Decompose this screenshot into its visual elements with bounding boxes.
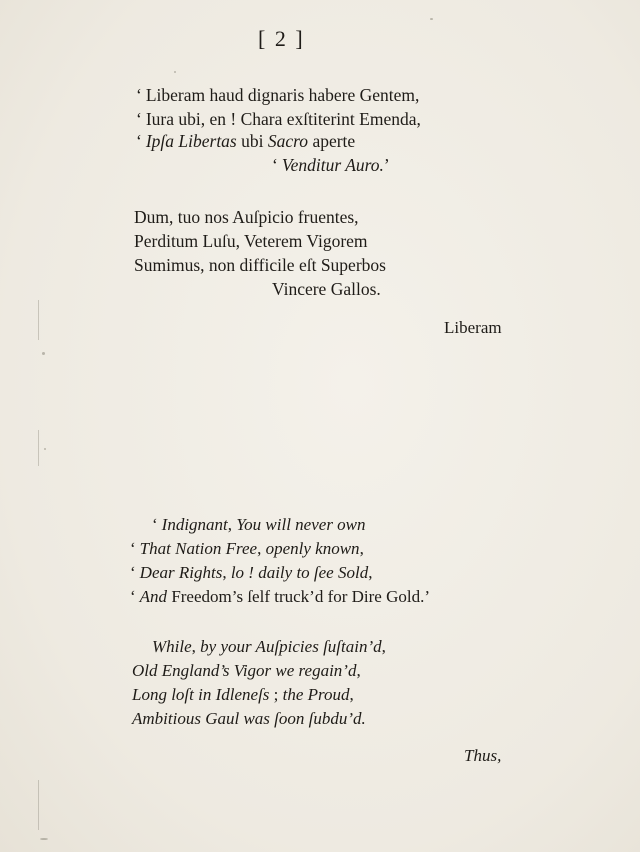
verse-segment: , [356,661,361,680]
verse-line [132,684,354,706]
verse-segment: Ipſa Libertas [145,131,237,151]
verse-segment: openly known [265,539,360,558]
verse-segment: , [191,637,201,656]
verse-segment: , [227,515,237,534]
verse-line [136,130,355,152]
verse-segment: Liberam haud dignaris habere Gentem, [145,85,420,105]
verse-segment: Ambitious Gaul was ſoon ſubdu’d. [132,709,366,728]
verse-segment: And [139,587,168,606]
verse-line [132,708,366,730]
verse-line: Vincere Gallos. [272,279,381,299]
verse-segment: , [349,685,354,704]
paper-speck [430,18,433,20]
verse-line [152,514,366,536]
quote-mark: ‘ [136,109,142,129]
verse-segment: the Proud [282,685,350,704]
verse-line [136,108,421,130]
margin-mark [38,430,39,466]
verse-line: Sumimus, non difficile eſt Superbos [134,255,386,275]
page-number: [ 2 ] [258,26,305,51]
margin-mark [38,300,39,340]
verse-line [130,562,372,584]
verse-segment: , [222,563,231,582]
paper-speck [44,448,46,450]
verse-segment: Indignant [161,515,228,534]
quote-mark: ‘ [272,155,278,175]
quote-mark: ‘ [136,85,142,105]
verse-segment: Dear Rights [139,563,223,582]
verse-segment: ubi [236,131,268,151]
verse-line: Dum, tuo nos Auſpicio fruentes, [134,207,359,227]
verse-segment: by your Auſpicies ſuſtain’d [200,637,382,656]
paper-speck [174,71,176,73]
catchword-english: Thus, [464,746,502,765]
verse-segment: ; [269,685,283,704]
verse-line [132,660,361,682]
margin-mark [38,780,39,830]
quote-mark: ‘ [130,563,136,582]
quote-mark: ‘ [152,515,158,534]
verse-line: Perditum Luſu, Veterem Vigorem [134,231,368,251]
verse-segment: Sacro [267,131,309,151]
verse-line [272,154,390,176]
verse-segment: ’ [383,155,390,175]
paper-speck [42,352,45,355]
verse-segment: While [152,637,192,656]
verse-segment: Old England’s Vigor we regain’d [132,661,357,680]
paper-speck [40,838,48,840]
catchword-latin: Liberam [444,318,502,337]
verse-segment: , [368,563,373,582]
verse-segment: , [359,539,364,558]
verse-line [130,538,364,560]
verse-segment: That Nation Free [139,539,258,558]
quote-mark: ‘ [130,587,136,606]
quote-mark: ‘ [130,539,136,558]
verse-segment: Venditur Auro. [281,155,384,175]
verse-segment: , [381,637,386,656]
verse-line [130,586,430,608]
quote-mark: ‘ [136,131,142,151]
verse-segment: You will never own [236,515,366,534]
verse-segment: lo ! daily to ſee Sold [230,563,369,582]
verse-line [152,636,386,658]
verse-segment: Freedom’s ſelf truck’d for Dire Gold.’ [167,587,431,606]
verse-line [136,84,419,106]
verse-segment: Iura ubi, en ! Chara exſtiterint Emenda, [145,109,421,129]
verse-segment: Long loſt in Idleneſs [132,685,270,704]
verse-segment: aperte [308,131,356,151]
verse-segment: , [257,539,266,558]
